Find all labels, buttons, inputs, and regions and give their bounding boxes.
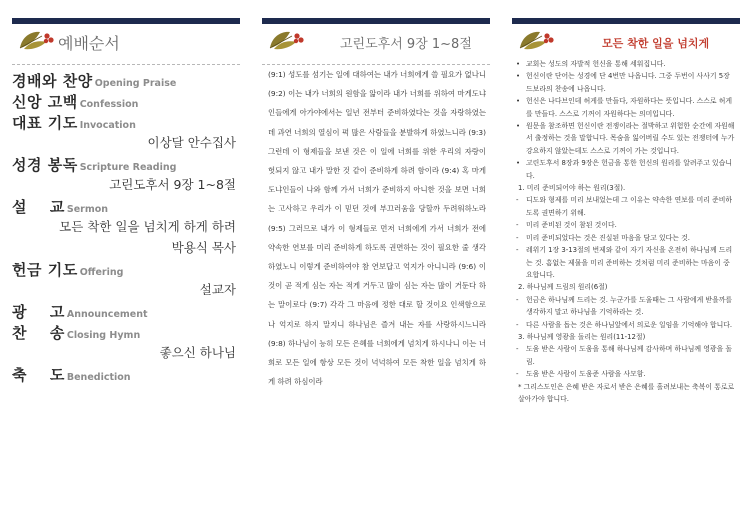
hymn-title: 좋으신 하나님 [159,345,236,360]
note-item [516,368,736,380]
panel-title: 고린도후서 9장 1~8절 [340,37,472,52]
note-text: 도움 받은 사람이 도움준 사람을 사모함. [526,370,646,379]
note-text: 2. 하나님께 드림의 원리(6절) [518,283,608,292]
note-text: 고린도후서 8장과 9장은 헌금을 통한 헌신의 원리를 알려주고 있습니다. [526,159,733,180]
dash-icon: - [516,295,519,304]
sermon-preacher: 박용식 목사 [171,240,236,255]
note-item [516,70,736,95]
scripture-panel [262,18,490,526]
order-item-sermon: 설 교 Sermon [12,198,109,216]
leaf-berry-icon [516,28,556,52]
order-item-scripture: 성경 봉독 Scripture Reading [12,156,177,174]
note-item [516,294,736,319]
note-text: 원문을 참조하면 헌신이란 전쟁이라는 절박하고 위험한 순간에 자원해서 출정하는 것을 말합니다. 목숨을 잃어버릴 수도 있는 전쟁터에 누가 강요하지 않았는데도 스스로 기꺼이 가는 것입니다. [526,122,735,155]
note-text: 도움 받은 사람이 도움을 통해 하나님께 감사하며 하나님께 영광을 돌림. [526,345,733,366]
panel-header [512,28,740,52]
scripture-text: (9:1) 성도를 섬기는 일에 대하여는 내가 너희에게 쓸 필요가 없나니 (9:2) 이는 내가 너희의 원함을 앎이라 내가 너희를 위하여 마게도냐인들에게 아가야에서는 일년 전부터 준비하였다는 것을 자랑하였는데 과연 너희의 열심이 퍽 많은 사람들을 분발하게 하였느니라 (9:3) 그런데 이 형제들을 보낸 것은 이 일에 너희를 위한 우리의 자랑이 헛되지 않고 내가 말한 것 같이 준비하게 하려 함이라 (9:4) 혹 마게도냐인들이 나와 함께 가서 너희가 준비하지 아니한 것을 보면 너희는 고사하고 우리가 이 믿던 것에 부끄러움을 당할까 두려워하노라 (9:5) 그러므로 내가 이 형제들로 먼저 너희에게 가서 너희가 전에 약속한 연보를 미리 준비하게 하도록 권면하는 것이 필요한 줄 생각하였노니 이렇게 준비하여야 참 연보답고 억지가 아니니라 (9:6) 이것이 곧 적게 심는 자는 적게 거두고 많이 심는 자는 많이 거둔다 하는 말이로다 (9:7) 각각 그 마음에 정한 대로 할 것이요 인색함으로나 억지로 하지 말지니 하나님은 즐겨 내는 자를 사랑하시느니라 (9:8) 하나님이 능히 모든 은혜를 너희에게 넘치게 하시나니 이는 너희로 모든 일에 항상 모든 것이 넉넉하여 모든 착한 일을 넘치게 하게 하려 하심이라 [268,70,486,387]
note-item [516,157,736,182]
panel-title: 모든 착한 일을 넘치게 [602,37,710,50]
order-item-offering: 헌금 기도 Offering [12,261,124,279]
note-text: 헌금은 하나님께 드리는 것. 누군가를 도울때는 그 사람에게 받을까를 생각하지 말고 하나님을 기억하라는 것. [526,295,733,317]
dash-icon: - [516,320,519,329]
note-item [516,182,736,194]
note-item [516,331,736,343]
note-item [516,343,736,368]
note-item [516,281,736,293]
dash-icon: - [516,233,519,242]
sermon-notes [516,58,736,405]
leaf-berry-icon [16,28,56,52]
order-item-announcement: 광 고 Announcement [12,303,148,321]
note-text: 3. 하나님께 영광을 돌리는 원리(11-12절) [518,332,646,341]
note-text: 헌신이란 단어는 성경에 단 4번만 나옵니다. 그중 두번이 사사기 5장 드보라의 찬송에 나옵니다. [526,72,730,93]
scripture-reference: 고린도후서 9장 1~8절 [109,177,236,192]
note-item [516,194,736,219]
offering-leader: 설교자 [199,282,236,297]
note-text: 미리 준비되었다는 것은 진실된 마음을 담고 있다는 것. [526,233,690,242]
panel-top-bar [512,18,740,24]
note-text: 헌신은 나다브인데 허게를 만들다, 자원하다는 뜻입니다. 스스로 허게를 만들다. 스스로 기꺼이 자원하다는 의미입니다. [526,97,733,118]
note-item [516,58,736,70]
note-text: 다른 사람을 돕는 것은 하나님앞에서 의로운 일임을 기억해야 합니다. [526,320,733,329]
note-text: 레위기 1장 3-13절의 번제와 같이 자기 자신을 온전히 하나님께 드리는 것. 흠없는 제물을 미리 준비하는 것처럼 미리 준비하는 마음이 중요합니다. [526,246,733,279]
dash-icon: - [516,345,519,354]
note-text: 교회는 성도의 자발적 헌신을 통해 세워집니다. [526,60,666,68]
note-item [516,120,736,157]
panel-header [12,28,240,52]
note-item [516,319,736,331]
sermon-notes-panel [512,18,740,526]
note-text: 1. 미리 준비되어야 하는 원리(3절). [518,184,626,193]
dash-icon: - [516,196,519,205]
panel-header [262,28,490,52]
dash-icon: - [516,246,519,255]
bullet-icon: • [516,72,521,81]
leaf-berry-icon [266,28,306,52]
dash-icon: - [516,221,519,230]
note-item [516,244,736,281]
divider [12,64,240,65]
order-item-closing-hymn: 찬 송 Closing Hymn [12,324,141,342]
note-text: 미리 준비된 것이 참된 것이다. [526,221,617,230]
note-item [516,381,736,406]
order-item-invocation: 대표 기도 Invocation [12,114,136,132]
worship-order-panel [12,18,240,526]
bullet-icon: • [516,159,521,168]
bullet-icon: • [516,60,521,68]
invocation-leader: 이상달 안수집사 [147,135,236,150]
bullet-icon: • [516,97,521,106]
order-item-benediction: 축 도 Benediction [12,366,131,384]
panel-title: 예배순서 [58,34,120,53]
panel-top-bar [12,18,240,24]
sermon-title: 모든 착한 일을 넘치게 하게 하려 [59,219,236,234]
dash-icon: - [516,370,519,379]
note-text: * 그리스도인은 은혜 받은 자로서 받은 은혜를 흘려보내는 축복이 통로로 살아가야 합니다. [518,382,735,403]
note-item [516,232,736,244]
panel-top-bar [262,18,490,24]
order-list [12,70,240,385]
note-text: 디도와 형제를 미리 보내었는데 그 이유는 약속한 연보를 미리 준비하도록 권면하기 위해. [526,196,733,217]
bullet-icon: • [516,122,521,131]
order-item-confession: 신앙 고백 Confession [12,93,139,111]
note-item [516,95,736,120]
order-item-opening-praise: 경배와 찬양 Opening Praise [12,72,177,90]
note-item [516,219,736,231]
